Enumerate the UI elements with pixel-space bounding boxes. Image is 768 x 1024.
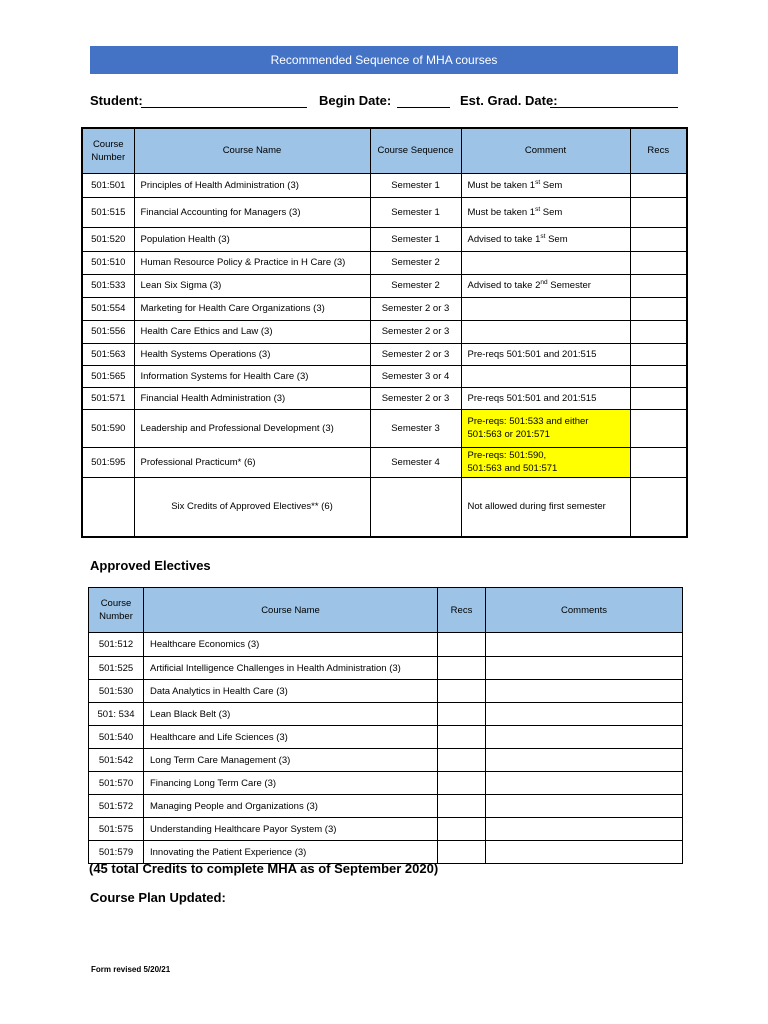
- course-name: Marketing for Health Care Organizations (3): [134, 297, 370, 320]
- recs-cell[interactable]: [438, 726, 486, 749]
- course-name: Health Care Ethics and Law (3): [134, 320, 370, 343]
- course-number: 501:501: [82, 173, 134, 197]
- table-row: [89, 633, 683, 657]
- header-course-name: Course Name: [144, 588, 438, 633]
- course-number: 501:510: [82, 251, 134, 274]
- course-name: Financial Accounting for Managers (3): [134, 197, 370, 227]
- course-number: 501: 534: [89, 703, 144, 726]
- recs-cell[interactable]: [630, 343, 687, 365]
- comment-text: Must be taken 1: [467, 179, 536, 191]
- course-sequence: [370, 477, 461, 537]
- course-name: Data Analytics in Health Care (3): [144, 680, 438, 703]
- comment-text-end: Semester: [547, 280, 591, 291]
- comments-cell[interactable]: [486, 841, 683, 864]
- course-sequence: Semester 2 or 3: [370, 297, 461, 320]
- table-row: [82, 197, 687, 227]
- student-label: Student:: [90, 93, 143, 108]
- comment-cell: [461, 320, 630, 343]
- comment-text: Advised to take 2: [467, 280, 541, 291]
- table-row: [89, 726, 683, 749]
- header-course-number: Course Number: [82, 128, 134, 173]
- table-row: [89, 795, 683, 818]
- course-name: Long Term Care Management (3): [144, 749, 438, 772]
- recs-cell[interactable]: [630, 197, 687, 227]
- comment-line: Pre-reqs: 501:533 and either: [467, 416, 589, 427]
- comment-cell: [461, 251, 630, 274]
- course-number: 501:563: [82, 343, 134, 365]
- course-name: Managing People and Organizations (3): [144, 795, 438, 818]
- table-row: [89, 772, 683, 795]
- comments-cell[interactable]: [486, 749, 683, 772]
- table-row: [89, 703, 683, 726]
- course-number: 501:595: [82, 447, 134, 477]
- course-number: 501:590: [82, 409, 134, 447]
- comment-line: 501:563 or 201:571: [467, 429, 550, 440]
- comment-ordinal: st: [535, 178, 541, 186]
- header-comment: Comment: [461, 128, 630, 173]
- table-row: [89, 657, 683, 680]
- comments-cell[interactable]: [486, 726, 683, 749]
- grad-date-field[interactable]: [550, 107, 678, 108]
- course-number: 501:556: [82, 320, 134, 343]
- course-sequence: Semester 3 or 4: [370, 365, 461, 387]
- course-name: Lean Six Sigma (3): [134, 274, 370, 297]
- comments-cell[interactable]: [486, 657, 683, 680]
- course-number: 501:565: [82, 365, 134, 387]
- recs-cell[interactable]: [630, 274, 687, 297]
- comment-text: Pre-reqs 501:501 and 201:515: [467, 392, 597, 404]
- comment-cell: [461, 409, 630, 447]
- course-name: Financial Health Administration (3): [134, 387, 370, 409]
- course-name: Lean Black Belt (3): [144, 703, 438, 726]
- student-info-line: [90, 90, 690, 112]
- course-sequence: Semester 3: [370, 409, 461, 447]
- table-row: [82, 365, 687, 387]
- course-sequence: Semester 4: [370, 447, 461, 477]
- table-row: [82, 447, 687, 477]
- table-row: [82, 274, 687, 297]
- comment-text: Must be taken 1: [467, 206, 536, 218]
- grad-date-label: Est. Grad. Date:: [460, 93, 558, 108]
- table-row: [82, 251, 687, 274]
- course-number: [82, 477, 134, 537]
- header-recs: Recs: [438, 588, 486, 633]
- header-comments: Comments: [486, 588, 683, 633]
- course-number: 501:571: [82, 387, 134, 409]
- table-row: [89, 749, 683, 772]
- recs-cell[interactable]: [438, 680, 486, 703]
- course-name: Financing Long Term Care (3): [144, 772, 438, 795]
- comment-cell: [461, 297, 630, 320]
- table-row: [82, 343, 687, 365]
- table-row: [82, 227, 687, 251]
- course-number: 501:515: [82, 197, 134, 227]
- table-row: [82, 409, 687, 447]
- comment-text-end: Sem: [545, 233, 568, 245]
- course-sequence: Semester 2 or 3: [370, 387, 461, 409]
- course-name: Population Health (3): [134, 227, 370, 251]
- header-recs: Recs: [630, 128, 687, 173]
- course-number: 501:572: [89, 795, 144, 818]
- comment-cell: [461, 274, 630, 297]
- course-number: 501:540: [89, 726, 144, 749]
- comments-cell[interactable]: [486, 795, 683, 818]
- course-number: 501:533: [82, 274, 134, 297]
- recs-cell[interactable]: [630, 227, 687, 251]
- recs-cell[interactable]: [630, 409, 687, 447]
- recs-cell[interactable]: [630, 477, 687, 537]
- course-number: 501:525: [89, 657, 144, 680]
- comment-cell: [461, 447, 630, 477]
- table-row: [82, 173, 687, 197]
- course-number: 501:530: [89, 680, 144, 703]
- recs-cell[interactable]: [438, 772, 486, 795]
- course-name: Innovating the Patient Experience (3): [144, 841, 438, 864]
- table-header-row: [89, 588, 683, 633]
- comment-cell: [461, 227, 630, 251]
- recs-cell[interactable]: [630, 251, 687, 274]
- table-header-row: [82, 128, 687, 173]
- comment-ordinal: st: [535, 205, 541, 213]
- student-field[interactable]: [141, 107, 307, 108]
- comment-text: Advised to take 1: [467, 233, 541, 245]
- recs-cell[interactable]: [438, 749, 486, 772]
- comments-cell[interactable]: [486, 633, 683, 657]
- comment-text-end: Sem: [540, 179, 563, 191]
- begin-date-field[interactable]: [397, 107, 450, 108]
- table-row: [89, 818, 683, 841]
- course-sequence-table: [81, 127, 688, 538]
- course-name: Healthcare Economics (3): [144, 633, 438, 657]
- recs-cell[interactable]: [438, 633, 486, 657]
- approved-electives-heading: Approved Electives: [90, 558, 211, 573]
- course-name: Artificial Intelligence Challenges in Health Administration (3): [144, 657, 438, 680]
- recs-cell[interactable]: [630, 365, 687, 387]
- course-sequence: Semester 2 or 3: [370, 320, 461, 343]
- recs-cell[interactable]: [438, 841, 486, 864]
- course-name: Healthcare and Life Sciences (3): [144, 726, 438, 749]
- table-row: [82, 387, 687, 409]
- comments-cell[interactable]: [486, 703, 683, 726]
- comment-ordinal: nd: [540, 278, 548, 286]
- comment-cell: Not allowed during first semester: [461, 477, 630, 537]
- comment-cell: [461, 365, 630, 387]
- page-title: Recommended Sequence of MHA courses: [270, 53, 498, 67]
- table-row: [82, 477, 687, 537]
- table-row: [89, 680, 683, 703]
- course-number: 501:542: [89, 749, 144, 772]
- recs-cell[interactable]: [630, 387, 687, 409]
- comment-text: Pre-reqs 501:501 and 201:515: [467, 348, 597, 360]
- recs-cell[interactable]: [438, 657, 486, 680]
- course-number: 501:570: [89, 772, 144, 795]
- header-course-name: Course Name: [134, 128, 370, 173]
- course-name: Leadership and Professional Development (3): [134, 409, 370, 447]
- page-title-banner: [90, 46, 678, 74]
- table-row: [82, 320, 687, 343]
- course-sequence: Semester 1: [370, 173, 461, 197]
- course-sequence: Semester 2: [370, 251, 461, 274]
- form-revised-date: Form revised 5/20/21: [91, 965, 171, 974]
- course-number: 501:512: [89, 633, 144, 657]
- table-row: [82, 297, 687, 320]
- comments-cell[interactable]: [486, 680, 683, 703]
- header-course-number: Course Number: [89, 588, 144, 633]
- course-name: Human Resource Policy & Practice in H Care (3): [134, 251, 370, 274]
- course-number: 501:554: [82, 297, 134, 320]
- course-sequence: Semester 1: [370, 227, 461, 251]
- course-name: Information Systems for Health Care (3): [134, 365, 370, 387]
- recs-cell[interactable]: [630, 447, 687, 477]
- approved-electives-table: [88, 587, 683, 864]
- comment-cell: [461, 197, 630, 227]
- recs-cell[interactable]: [438, 795, 486, 818]
- recs-cell[interactable]: [630, 297, 687, 320]
- course-number: 501:579: [89, 841, 144, 864]
- comment-cell: [461, 343, 630, 365]
- course-sequence: Semester 2 or 3: [370, 343, 461, 365]
- course-number: 501:575: [89, 818, 144, 841]
- course-name: Professional Practicum* (6): [134, 447, 370, 477]
- comment-line: 501:563 and 501:571: [467, 463, 558, 474]
- course-name: Principles of Health Administration (3): [134, 173, 370, 197]
- course-sequence: Semester 1: [370, 197, 461, 227]
- recs-cell[interactable]: [438, 703, 486, 726]
- recs-cell[interactable]: [630, 173, 687, 197]
- comments-cell[interactable]: [486, 772, 683, 795]
- comment-cell: [461, 387, 630, 409]
- course-name: Six Credits of Approved Electives** (6): [134, 477, 370, 537]
- course-sequence: Semester 2: [370, 274, 461, 297]
- comment-text-end: Sem: [540, 206, 563, 218]
- course-name: Understanding Healthcare Payor System (3): [144, 818, 438, 841]
- comment-ordinal: st: [540, 232, 546, 240]
- recs-cell[interactable]: [438, 818, 486, 841]
- total-credits-note: (45 total Credits to complete MHA as of September 2020): [89, 861, 439, 876]
- recs-cell[interactable]: [630, 320, 687, 343]
- comments-cell[interactable]: [486, 818, 683, 841]
- comment-line: Pre-reqs: 501:590,: [467, 450, 547, 461]
- course-name: Health Systems Operations (3): [134, 343, 370, 365]
- course-number: 501:520: [82, 227, 134, 251]
- header-course-sequence: Course Sequence: [370, 128, 461, 173]
- comment-cell: [461, 173, 630, 197]
- begin-date-label: Begin Date:: [319, 93, 392, 108]
- course-plan-updated-label: Course Plan Updated:: [90, 890, 226, 905]
